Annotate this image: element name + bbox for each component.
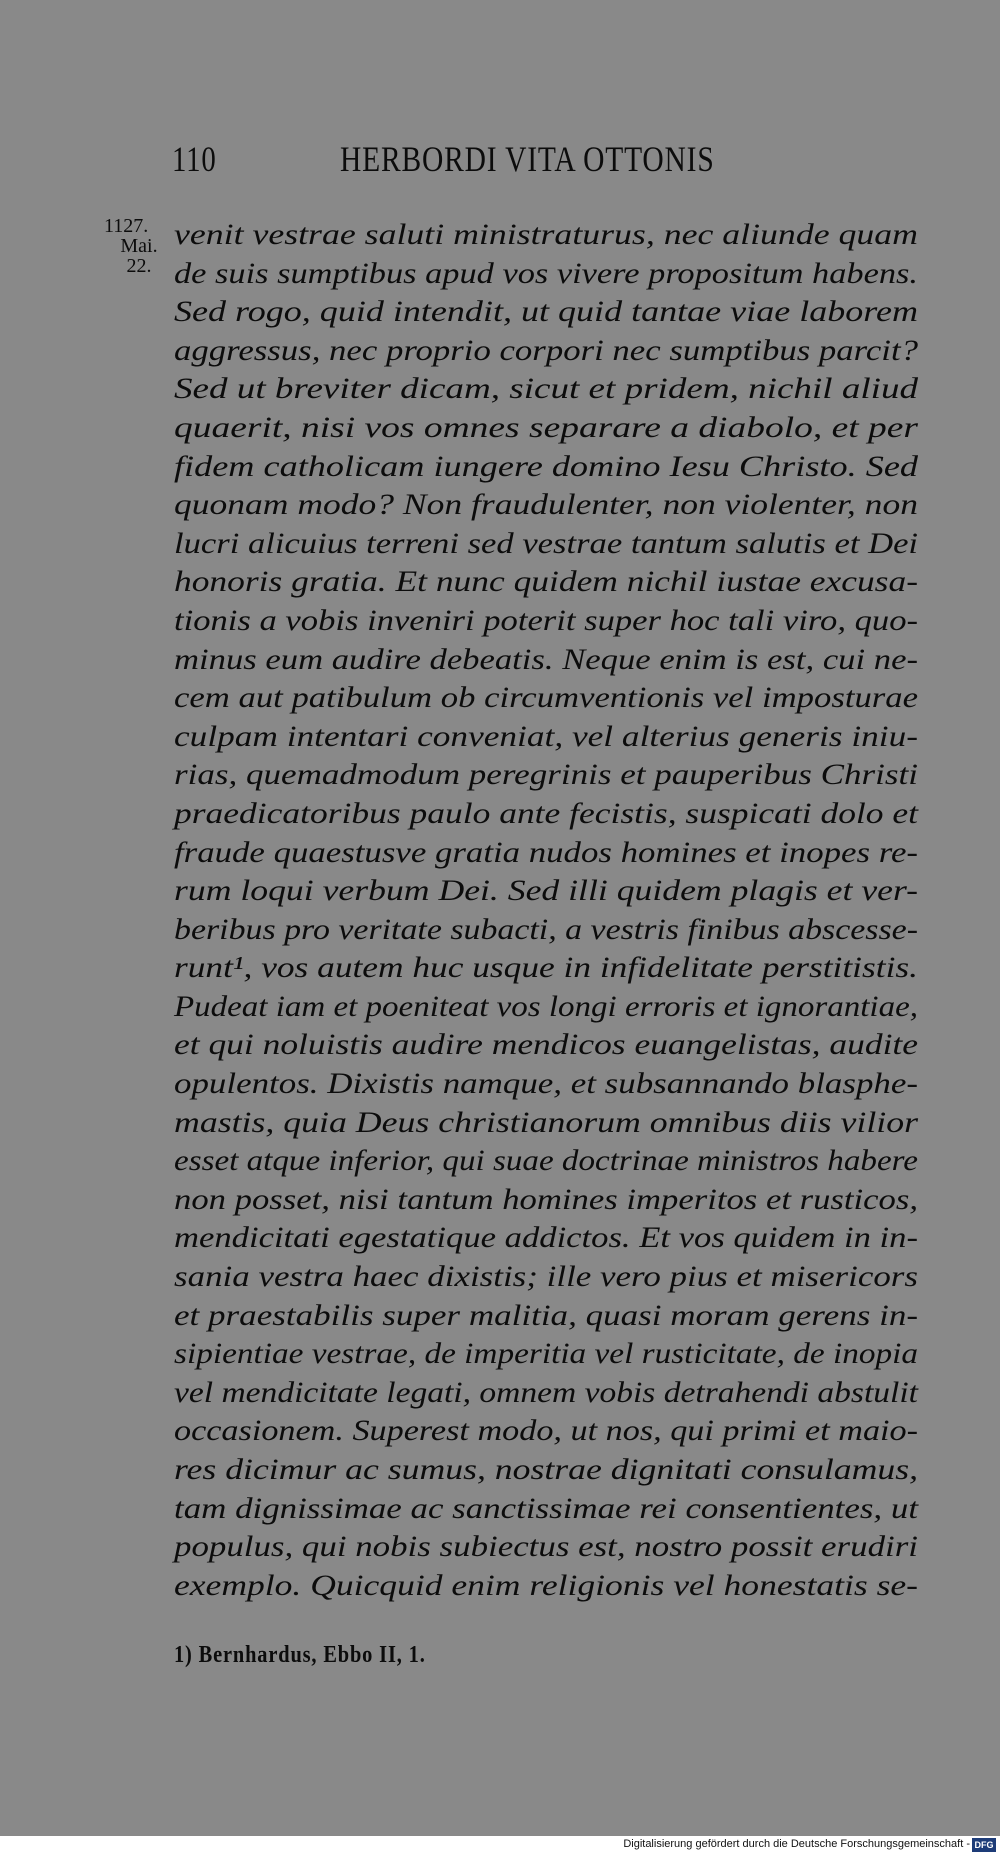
text-line: minus eum audire debeatis. Neque enim is est, cui ne- <box>174 642 918 676</box>
text-line: et praestabilis super malitia, quasi moram gerens in- <box>174 1298 919 1332</box>
text-line: vel mendicitate legati, omnem vobis detrahendi abstulit <box>174 1375 918 1409</box>
text-line: sania vestra haec dixistis; ille vero pius et misericors <box>174 1260 919 1294</box>
text-line: quonam modo? Non fraudulenter, non violenter, non <box>174 488 918 522</box>
text-line: fidem catholicam iungere domino Iesu Christo. Sed <box>174 449 919 483</box>
text-line: venit vestrae saluti ministraturus, nec aliunde quam <box>174 218 919 251</box>
text-line: Sed ut breviter dicam, sicut et pridem, nichil aliud <box>174 372 919 406</box>
text-line: opulentos. Dixistis namque, et subsannando blasphe- <box>174 1067 919 1101</box>
text-line: culpam intentari conveniat, vel alterius generis iniu- <box>174 719 918 753</box>
text-line: praedicatoribus paulo ante fecistis, suspicati dolo et <box>174 796 919 830</box>
margin-day: 22. <box>126 255 152 277</box>
text-line: esset atque inferior, qui suae doctrinae ministros habere <box>174 1144 918 1178</box>
text-line: sipientiae vestrae, de imperitia vel rusticitate, de inopia <box>174 1337 919 1371</box>
text-line: Pudeat iam et poeniteat vos longi erroris et ignorantiae, <box>174 989 919 1023</box>
dfg-logo: DFG <box>972 1838 996 1852</box>
margin-year: 1127. <box>104 215 149 237</box>
text-line: populus, qui nobis subiectus est, nostro possit erudiri <box>174 1530 918 1564</box>
text-line: mastis, quia Deus christianorum omnibus diis vilior <box>174 1105 918 1139</box>
footnote: 1) Bernhardus, Ebbo II, 1. <box>174 1642 426 1668</box>
running-head <box>172 138 752 186</box>
body-text <box>174 216 918 1605</box>
text-line: et qui noluistis audire mendicos euangelistas, audite <box>174 1028 919 1062</box>
text-line: beribus pro veritate subacti, a vestris finibus abscesse- <box>174 912 919 946</box>
text-line: aggressus, nec proprio corpori nec sumptibus parcit? <box>174 333 918 367</box>
text-line: rias, quemadmodum peregrinis et pauperibus Christi <box>174 758 918 792</box>
running-title: HERBORDI VITA OTTONIS <box>340 139 715 179</box>
margin-month: Mai. <box>120 235 158 257</box>
text-line: honoris gratia. Et nunc quidem nichil iustae excusa- <box>174 565 919 599</box>
text-line: runt¹, vos autem huc usque in infidelitate perstitistis. <box>174 951 918 985</box>
text-line: mendicitati egestatique addictos. Et vos quidem in in- <box>174 1221 919 1255</box>
text-line: non posset, nisi tantum homines imperitos et rusticos, <box>174 1182 919 1216</box>
text-line: fraude quaestusve gratia nudos homines et inopes re- <box>174 835 918 869</box>
text-line: lucri alicuius terreni sed vestrae tantum salutis et Dei <box>174 526 919 560</box>
text-line: quaerit, nisi vos omnes separare a diabolo, et per <box>174 410 918 444</box>
text-line: tam dignissimae ac sanctissimae rei consentientes, ut <box>174 1491 919 1525</box>
text-line: tionis a vobis inveniri poterit super hoc tali viro, quo- <box>174 603 919 637</box>
text-line: cem aut patibulum ob circumventionis vel imposturae <box>174 681 919 715</box>
text-line: res dicimur ac sumus, nostrae dignitati consulamus, <box>174 1453 919 1486</box>
margin-date-note <box>104 216 174 276</box>
text-line: rum loqui verbum Dei. Sed illi quidem plagis et ver- <box>174 874 919 908</box>
text-line: exemplo. Quicquid enim religionis vel honestatis se- <box>174 1568 919 1602</box>
credit-text: Digitalisierung gefördert durch die Deutsche Forschungsgemeinschaft - <box>623 1838 970 1850</box>
page-number: 110 <box>172 139 217 179</box>
text-line: Sed rogo, quid intendit, ut quid tantae viae laborem <box>174 295 918 329</box>
text-line: occasionem. Superest modo, ut nos, qui primi et maio- <box>174 1414 919 1448</box>
text-line: de suis sumptibus apud vos vivere propositum habens. <box>174 256 919 290</box>
digitization-credit-bar <box>0 1836 1000 1855</box>
